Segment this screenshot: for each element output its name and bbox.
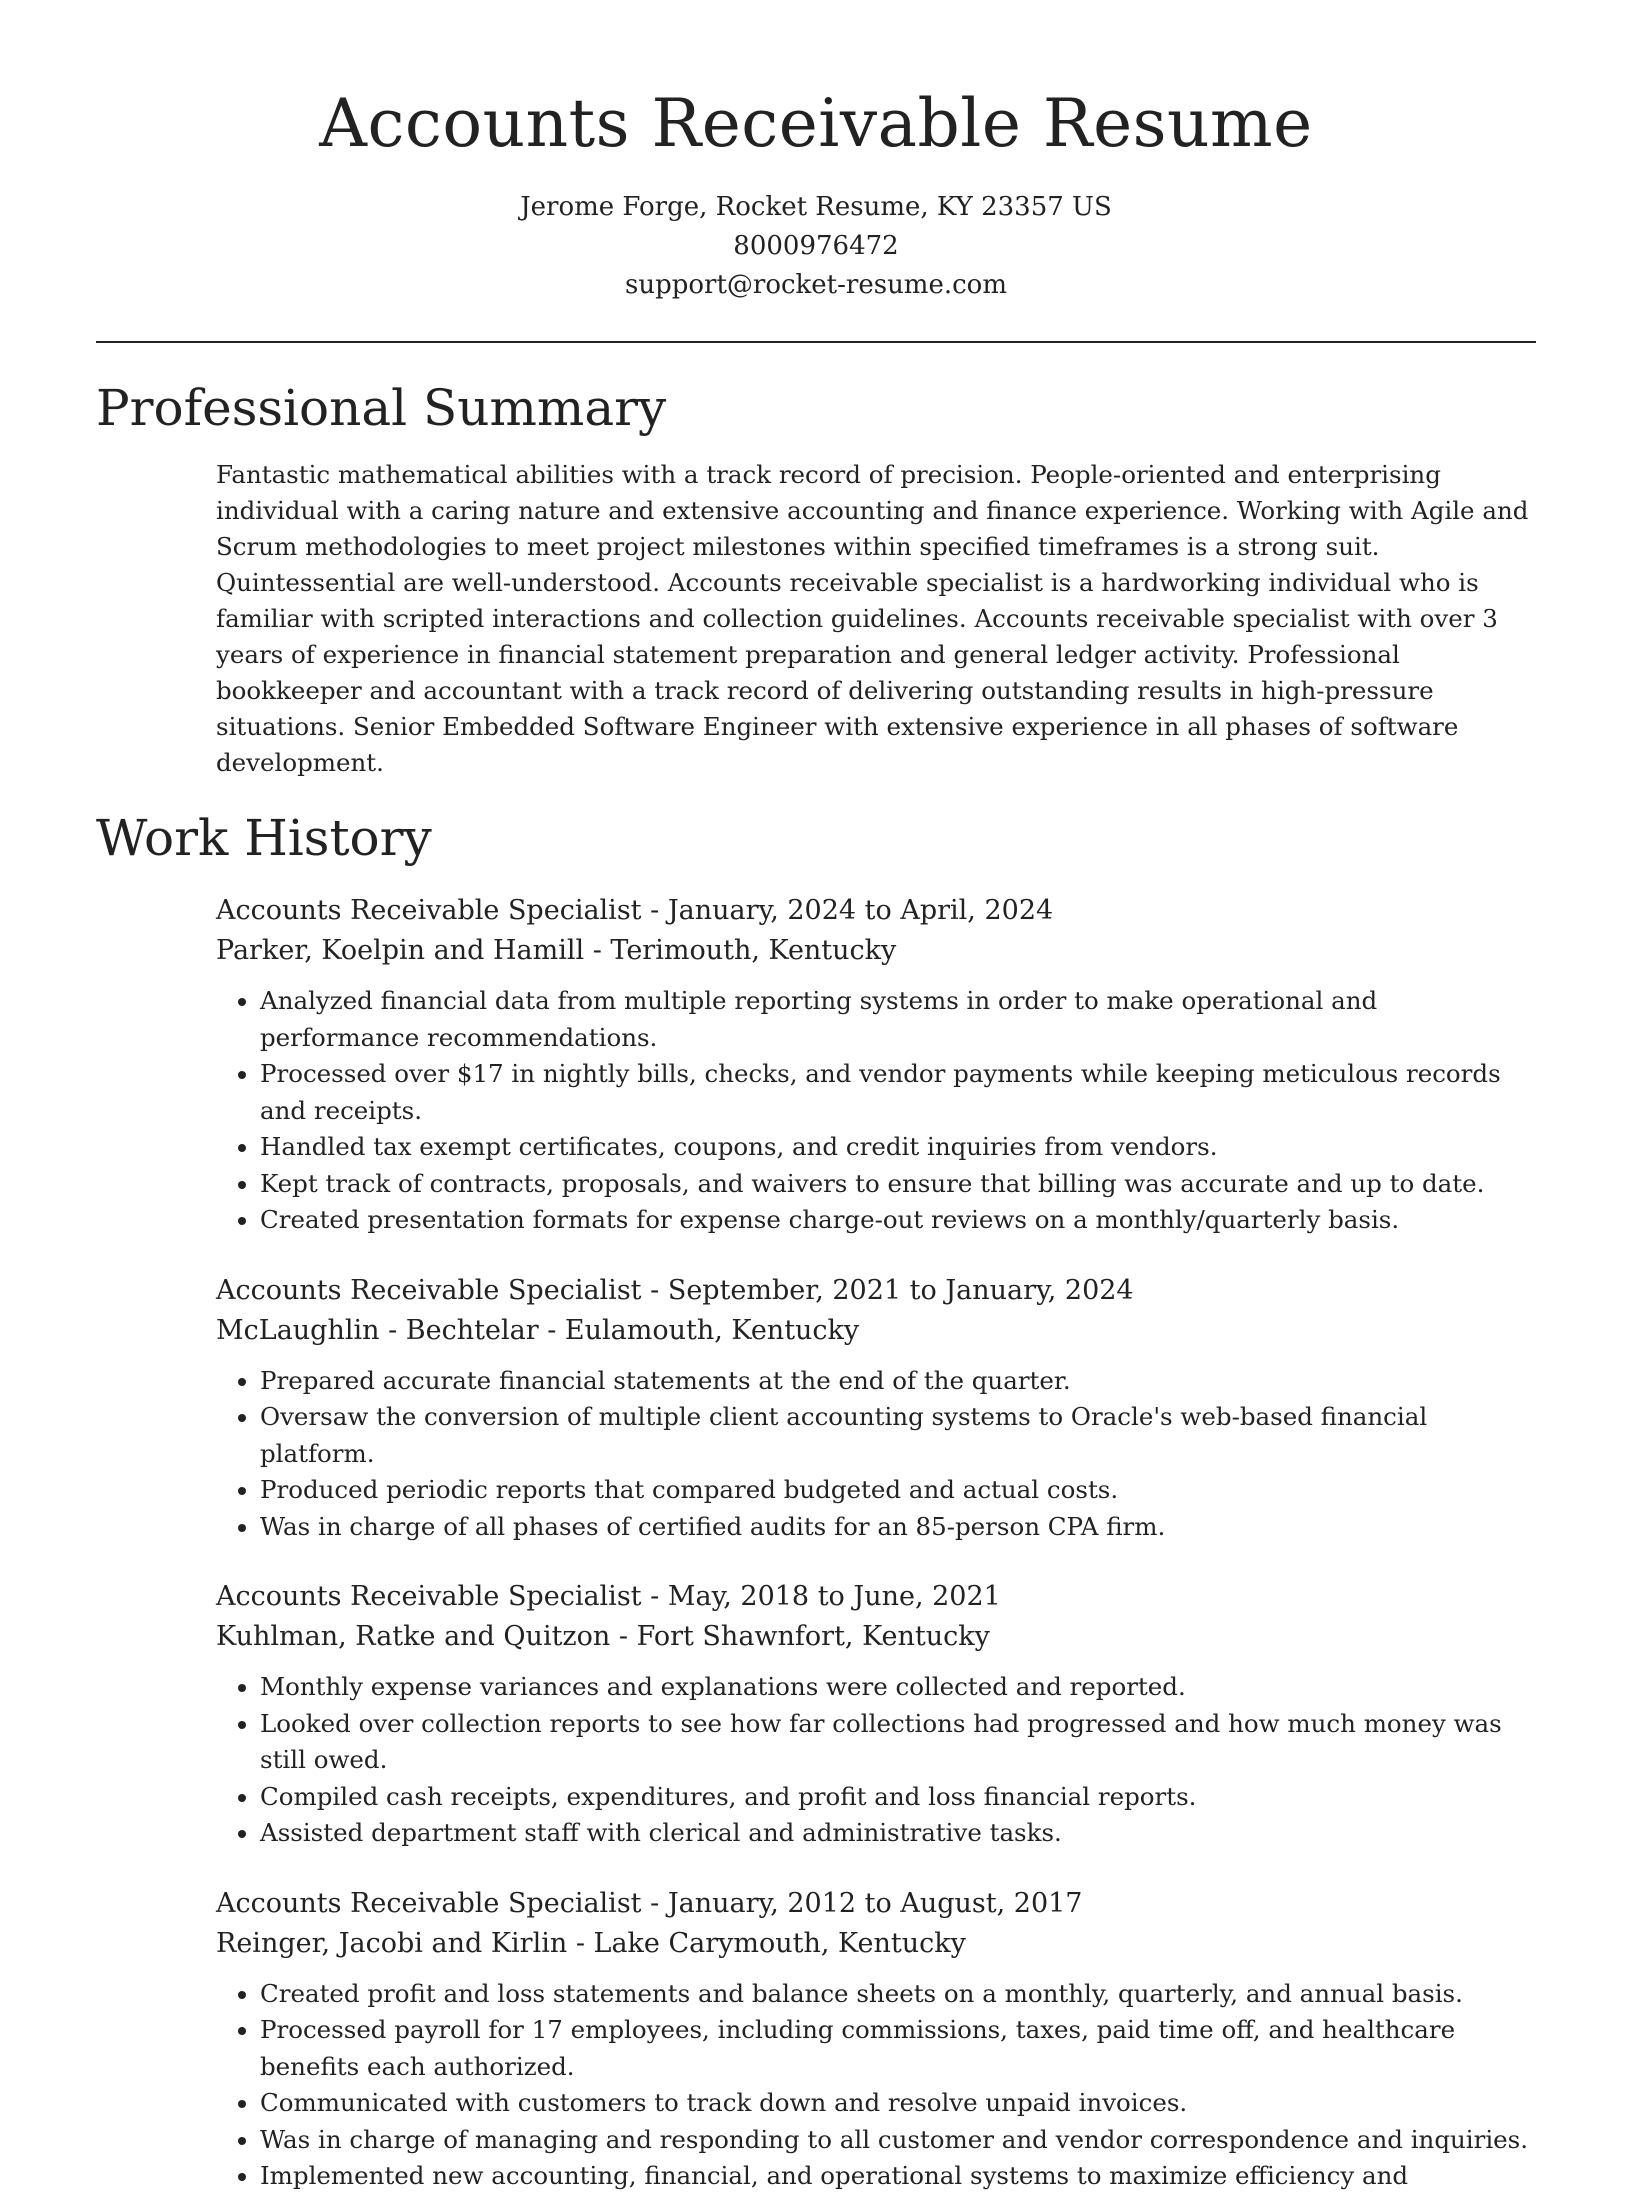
job-dates: - September, 2021 to January, 2024 [641, 1274, 1134, 1306]
job-company-line [216, 1924, 1536, 1964]
job-bullet: • Handled tax exempt certificates, coupons, and credit inquiries from vendors. [260, 1129, 1536, 1166]
job-entry [216, 1271, 1536, 1546]
job-bullet: • Produced periodic reports that compared budgeted and actual costs. [260, 1472, 1536, 1509]
job-title-line [216, 1271, 1536, 1311]
job-entry [216, 891, 1536, 1239]
job-bullet: • Implemented new accounting, financial, and operational systems to maximize efficiency and [260, 2158, 1536, 2195]
job-dates: - January, 2024 to April, 2024 [641, 895, 1054, 926]
job-bullet: • Looked over collection reports to see how far collections had progressed and how much money was still owed. [260, 1706, 1536, 1779]
job-bullet: • Prepared accurate financial statements at the end of the quarter. [260, 1363, 1536, 1400]
job-title-line [216, 1884, 1536, 1924]
job-bullet: • Monthly expense variances and explanations were collected and reported. [260, 1669, 1536, 1706]
job-bullet: • Created presentation formats for expense charge-out reviews on a monthly/quarterly basis. [260, 1202, 1536, 1239]
job-bullet: • Was in charge of managing and responding to all customer and vendor correspondence and inquiries. [260, 2122, 1536, 2159]
job-role: Accounts Receivable Specialist [216, 1274, 642, 1306]
job-role: Accounts Receivable Specialist [216, 1887, 642, 1919]
job-bullet: • Assisted department staff with clerical and administrative tasks. [260, 1815, 1536, 1852]
job-bullet: • Processed payroll for 17 employees, including commissions, taxes, paid time off, and healthcare benefits each authorized. [260, 2012, 1536, 2085]
job-entry [216, 1577, 1536, 1852]
job-role: Accounts Receivable Specialist [216, 895, 642, 926]
resume-header [0, 0, 1632, 305]
job-bullet: • Compiled cash receipts, expenditures, and profit and loss financial reports. [260, 1779, 1536, 1816]
job-company-line [216, 1617, 1536, 1657]
work-history-section [0, 807, 1632, 2195]
summary-text: Fantastic mathematical abilities with a track record of precision. People-oriented and enterprising individual with a caring nature and extensive accounting and finance experience. Working with Agile and Scrum methodologies to meet project milestones within specified timeframes is a strong suit. Quintessential are well-understood. Accounts receivable specialist is a hardworking individual who is familiar with scripted interactions and collection guidelines. Accounts receivable specialist with over 3 years of experience in financial statement preparation and general ledger activity. Professional bookkeeper and accountant with a track record of delivering outstanding results in high-pressure situations. Senior Embedded Software Engineer with extensive experience in all phases of software development. [216, 460, 1529, 777]
contact-email: support@rocket-resume.com [624, 270, 1007, 300]
job-bullet: • Kept track of contracts, proposals, and waivers to ensure that billing was accurate and up to date. [260, 1166, 1536, 1203]
job-bullets [216, 1669, 1536, 1852]
job-dates: - January, 2012 to August, 2017 [641, 1887, 1083, 1919]
job-company: Reinger, Jacobi and Kirlin [216, 1927, 568, 1959]
job-bullets [216, 1363, 1536, 1546]
job-title-line [216, 891, 1536, 931]
job-company-line [216, 931, 1536, 971]
contact-phone: 8000976472 [733, 231, 899, 261]
contact-address: Jerome Forge, Rocket Resume, KY 23357 US [520, 192, 1112, 222]
job-location: - Fort Shawnfort, Kentucky [610, 1621, 990, 1652]
job-company: Parker, Koelpin and Hamill [216, 935, 585, 966]
job-bullets [216, 983, 1536, 1239]
job-bullet: • Was in charge of all phases of certified audits for an 85-person CPA firm. [260, 1509, 1536, 1546]
job-location: - Eulamouth, Kentucky [538, 1314, 860, 1346]
job-dates: - May, 2018 to June, 2021 [641, 1581, 1001, 1612]
job-company: Kuhlman, Ratke and Quitzon [216, 1621, 611, 1652]
professional-summary-section [0, 377, 1632, 781]
job-company-line [216, 1311, 1536, 1351]
document-title: Accounts Receivable Resume [319, 85, 1313, 162]
job-location: - Lake Carymouth, Kentucky [567, 1927, 966, 1959]
job-bullet: • Analyzed financial data from multiple reporting systems in order to make operational and performance recommendations. [260, 983, 1536, 1056]
summary-heading: Professional Summary [96, 379, 667, 437]
contact-block [0, 188, 1632, 305]
job-role: Accounts Receivable Specialist [216, 1581, 642, 1612]
job-bullet: • Processed over $17 in nightly bills, checks, and vendor payments while keeping meticulous records and receipts. [260, 1056, 1536, 1129]
job-bullet: • Created profit and loss statements and balance sheets on a monthly, quarterly, and annual basis. [260, 1976, 1536, 2013]
job-entry [216, 1884, 1536, 2195]
job-title-line [216, 1577, 1536, 1617]
job-bullet: • Communicated with customers to track down and resolve unpaid invoices. [260, 2085, 1536, 2122]
job-company: McLaughlin - Bechtelar [216, 1314, 539, 1346]
job-bullet: • Oversaw the conversion of multiple client accounting systems to Oracle's web-based financial platform. [260, 1399, 1536, 1472]
header-divider [96, 341, 1536, 343]
work-history-heading: Work History [96, 809, 432, 867]
job-location: - Terimouth, Kentucky [584, 935, 897, 966]
job-bullets [216, 1976, 1536, 2195]
